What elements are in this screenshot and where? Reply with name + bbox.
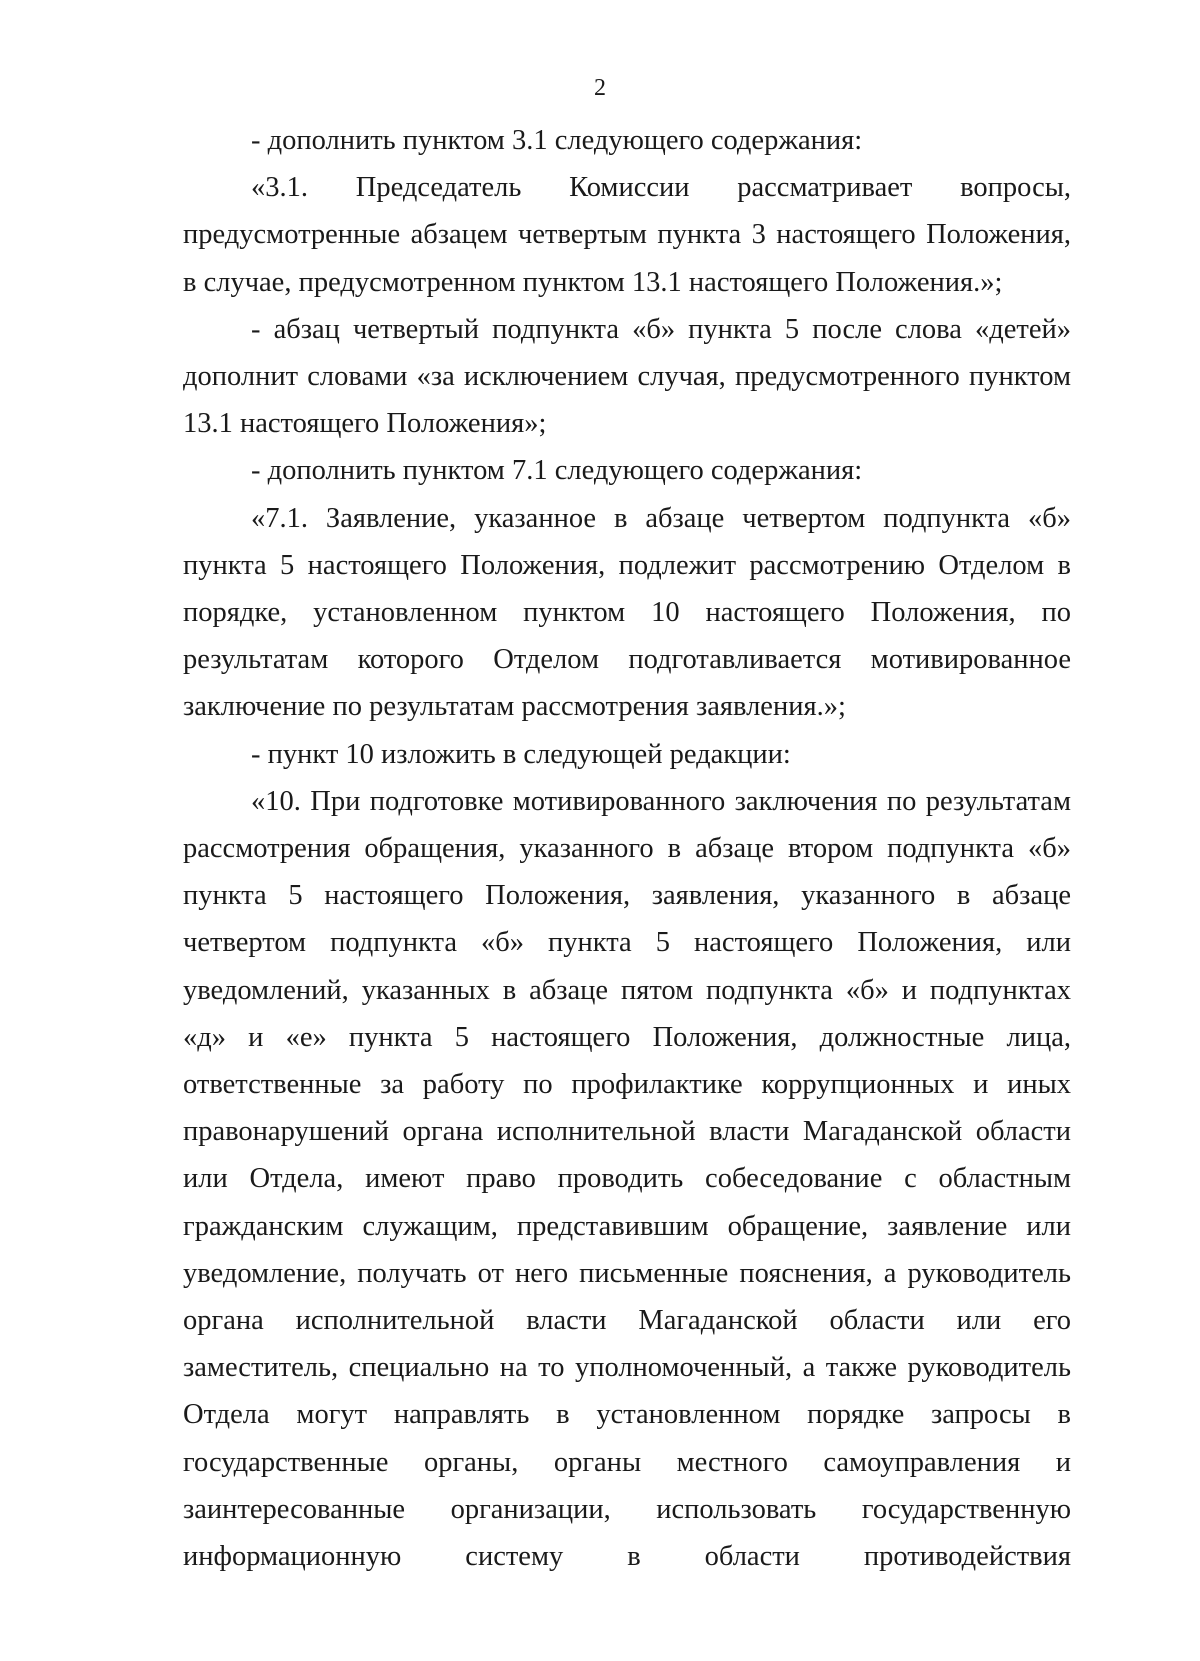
paragraph-amend-7-1-intro: - дополнить пунктом 7.1 следующего содержания: <box>251 455 863 487</box>
paragraph-amend-10-intro: - пункт 10 изложить в следующей редакции: <box>251 738 791 770</box>
paragraph-clause-10: «10. При подготовке мотивированного заключения по результатам рассмотрения обращения, указанного в абзаце втором подпункта «б» пункта 5 настоящего Положения, заявления, указанного в абзаце четвертом подпункта «б» пункта 5 настоящего Положения, или уведомлений, указанных в абзаце пятом подпункта «б» и подпунктах «д» и «е» пункта 5 настоящего Положения, должностные лица, ответственные за работу по профилактике коррупционных и иных правонарушений органа исполнительной власти Магаданской области или Отдела, имеют право проводить собеседование с областным гражданским служащим, представившим обращение, заявление или уведомление, получать от него письменные пояснения, а руководитель органа исполнительной власти Магаданской области или его заместитель, специально на то уполномоченный, а также руководитель Отдела могут направлять в установленном порядке запросы в государственные органы, органы местного самоуправления и заинтересованные организации, использовать государственную информационную систему в области противодействия <box>183 785 1071 1573</box>
paragraph-amend-5b: - абзац четвертый подпункта «б» пункта 5 после слова «детей» дополнит словами «за исключением случая, предусмотренного пунктом 13.1 настоящего Положения»; <box>183 313 1071 440</box>
paragraph-clause-3-1: «3.1. Председатель Комиссии рассматривает вопросы, предусмотренные абзацем четвертым пункта 3 настоящего Положения, в случае, предусмотренном пунктом 13.1 настоящего Положения.»; <box>183 172 1071 298</box>
page-number: 2 <box>594 75 606 101</box>
paragraph-amend-3-1-intro: - дополнить пунктом 3.1 следующего содержания: <box>251 125 863 156</box>
document-body <box>183 117 1071 1580</box>
paragraph-clause-7-1: «7.1. Заявление, указанное в абзаце четвертом подпункта «б» пункта 5 настоящего Положения, подлежит рассмотрению Отделом в порядке, установленном пунктом 10 настоящего Положения, по результатам которого Отделом подготавливается мотивированное заключение по результатам рассмотрения заявления.»; <box>183 502 1071 723</box>
